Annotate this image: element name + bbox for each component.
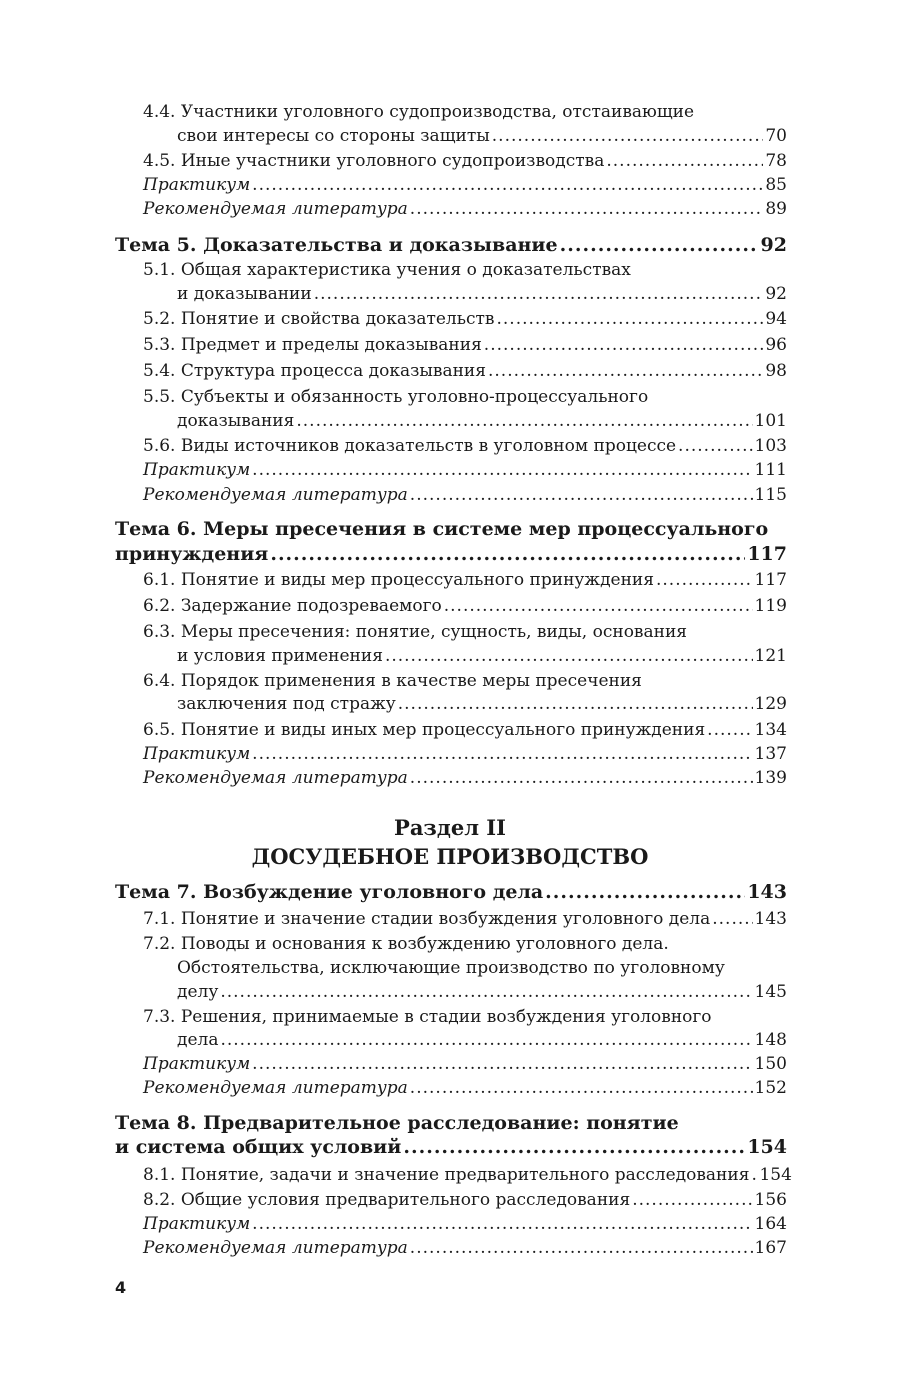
toc-entry-title: Рекомендуемая литература: [143, 199, 408, 219]
toc-entry: [115, 542, 787, 566]
toc-entry-title: Тема 5. Доказательства и доказывание: [115, 234, 558, 256]
toc-entry-line: [143, 932, 787, 956]
toc-entry-title: и доказывании: [177, 284, 312, 304]
toc-entry: [143, 197, 787, 221]
toc-entry-page: 89: [765, 199, 787, 219]
toc-entry-page: 154: [759, 1165, 792, 1185]
toc-entry: [143, 1052, 787, 1076]
dot-leader: [252, 1212, 752, 1236]
toc-entry-title: Практикум: [143, 744, 251, 764]
toc-entry-title: свои интересы со стороны защиты: [177, 126, 490, 146]
dot-leader: [656, 568, 753, 592]
toc-entry-line: [143, 100, 787, 124]
toc-entry-page: 139: [754, 768, 787, 788]
dot-leader: [496, 307, 763, 331]
toc-entry: [177, 409, 787, 433]
toc-entry-title: и условия применения: [177, 646, 383, 666]
toc-entry-page: 85: [765, 175, 787, 195]
toc-entry: [143, 149, 787, 173]
toc-entry-title: Тема 7. Возбуждение уголовного дела: [115, 881, 544, 903]
toc-entry-page: 78: [765, 151, 787, 171]
dot-leader: [410, 766, 753, 790]
toc-entry-title: 7.2. Поводы и основания к возбуждению уголовного дела.: [143, 934, 669, 954]
toc-entry-page: 143: [747, 881, 787, 903]
section-heading-title: ДОСУДЕБНОЕ ПРОИЗВОДСТВО: [251, 844, 649, 869]
toc-entry: [143, 1188, 787, 1212]
toc-entry-page: 134: [754, 720, 787, 740]
toc-entry-page: 148: [754, 1030, 787, 1050]
toc-entry-line: [177, 956, 787, 980]
dot-leader: [385, 644, 753, 668]
toc-entry-title: 5.6. Виды источников доказательств в уголовном процессе: [143, 436, 677, 456]
toc-entry-title: Практикум: [143, 1214, 251, 1234]
toc-entry-title: Рекомендуемая литература: [143, 768, 408, 788]
toc-entry: [143, 173, 787, 197]
dot-leader: [712, 907, 752, 931]
toc-entry: [143, 766, 787, 790]
toc-entry: [177, 980, 787, 1004]
toc-entry-title: делу: [177, 982, 219, 1002]
toc-entry-line: [115, 1111, 787, 1135]
toc-entry-title: Обстоятельства, исключающие производство по уголовному: [177, 958, 725, 978]
toc-entry-title: 8.1. Понятие, задачи и значение предварительного расследования: [143, 1165, 750, 1185]
dot-leader: [678, 434, 753, 458]
dot-leader: [220, 980, 752, 1004]
toc-entry-title: Практикум: [143, 1054, 251, 1074]
toc-entry-title: Рекомендуемая литература: [143, 1238, 408, 1258]
toc-entry-page: 101: [754, 411, 787, 431]
toc-entry-title: 5.1. Общая характеристика учения о доказательствах: [143, 260, 631, 280]
dot-leader: [560, 233, 759, 257]
dot-leader: [444, 594, 753, 618]
toc-entry: [143, 1212, 787, 1236]
toc-entry-title: 8.2. Общие условия предварительного расследования: [143, 1190, 631, 1210]
toc-entry-page: 152: [754, 1078, 787, 1098]
toc-entry-page: 137: [754, 744, 787, 764]
toc-entry-page: 98: [765, 361, 787, 381]
toc-entry: [177, 644, 787, 668]
dot-leader: [270, 542, 745, 566]
toc-entry-page: 111: [754, 460, 787, 480]
toc-entry-page: 70: [765, 126, 787, 146]
toc-entry-page: 119: [754, 596, 787, 616]
dot-leader: [492, 124, 764, 148]
dot-leader: [545, 880, 745, 904]
dot-leader: [410, 483, 753, 507]
dot-leader: [410, 197, 764, 221]
toc-entry-page: 167: [754, 1238, 787, 1258]
dot-leader: [707, 718, 752, 742]
toc-entry-title: 5.4. Структура процесса доказывания: [143, 361, 486, 381]
toc-entry: [143, 359, 787, 383]
toc-entry-title: Практикум: [143, 175, 251, 195]
toc-entry: [143, 594, 787, 618]
toc-entry-line: [143, 620, 787, 644]
toc-entry-page: 164: [754, 1214, 787, 1234]
toc-entry-title: Рекомендуемая литература: [143, 1078, 408, 1098]
toc-entry-title: 5.3. Предмет и пределы доказывания: [143, 335, 482, 355]
toc-entry: [143, 568, 787, 592]
toc-entry-title: доказывания: [177, 411, 295, 431]
dot-leader: [220, 1028, 752, 1052]
toc-entry-title: 4.4. Участники уголовного судопроизводства, отстаивающие: [143, 102, 695, 122]
toc-entry-page: 143: [754, 909, 787, 929]
toc-entry-title: 6.2. Задержание подозреваемого: [143, 596, 442, 616]
toc-entry: [115, 880, 787, 904]
dot-leader: [296, 409, 752, 433]
toc-entry-title: Тема 8. Предварительное расследование: понятие: [115, 1112, 679, 1134]
toc-entry-line: [143, 258, 787, 282]
toc-entry-page: 145: [754, 982, 787, 1002]
dot-leader: [314, 282, 764, 306]
toc-entry: [143, 718, 787, 742]
toc-entry-title: и система общих условий: [115, 1136, 402, 1158]
toc-entry: [177, 692, 787, 716]
toc-entry-page: 92: [760, 234, 787, 256]
toc-entry-title: 4.5. Иные участники уголовного судопроизводства: [143, 151, 605, 171]
toc-entry: [143, 742, 787, 766]
toc-entry: [177, 282, 787, 306]
dot-leader: [632, 1188, 752, 1212]
toc-entry-page: 96: [765, 335, 787, 355]
toc-entry: [143, 907, 787, 931]
toc-entry-line: [115, 517, 787, 541]
toc-entry-title: 5.2. Понятие и свойства доказательств: [143, 309, 495, 329]
toc-entry-title: 7.3. Решения, принимаемые в стадии возбуждения уголовного: [143, 1007, 712, 1027]
toc-entry-title: 6.3. Меры пресечения: понятие, сущность, виды, основания: [143, 622, 688, 642]
toc-entry-page: 121: [754, 646, 787, 666]
toc-entry: [143, 1236, 787, 1260]
dot-leader: [484, 333, 764, 357]
toc-entry-page: 129: [754, 694, 787, 714]
toc-entry-title: 6.4. Порядок применения в качестве меры пресечения: [143, 671, 642, 691]
toc-entry: [177, 1028, 787, 1052]
toc-entry: [115, 1135, 787, 1159]
toc-entry-title: заключения под стражу: [177, 694, 396, 714]
toc-entry: [143, 1076, 787, 1100]
toc-entry-line: [143, 669, 787, 693]
dot-leader: [488, 359, 763, 383]
toc-entry-page: 103: [754, 436, 787, 456]
toc-entry-title: 6.5. Понятие и виды иных мер процессуального принуждения: [143, 720, 706, 740]
section-heading-number: Раздел II: [394, 815, 506, 840]
toc-entry: [143, 1163, 792, 1187]
dot-leader: [606, 149, 763, 173]
toc-entry-line: [143, 1005, 787, 1029]
dot-leader: [403, 1135, 745, 1159]
toc-entry-title: Рекомендуемая литература: [143, 485, 408, 505]
toc-entry: [177, 124, 787, 148]
dot-leader: [252, 1052, 752, 1076]
dot-leader: [410, 1076, 753, 1100]
toc-entry-title: 7.1. Понятие и значение стадии возбуждения уголовного дела: [143, 909, 711, 929]
toc-entry-title: Практикум: [143, 460, 251, 480]
toc-entry-title: принуждения: [115, 543, 269, 565]
dot-leader: [398, 692, 753, 716]
toc-entry: [143, 307, 787, 331]
toc-entry-page: 94: [765, 309, 787, 329]
toc-entry-page: 117: [754, 570, 787, 590]
toc-entry-title: 6.1. Понятие и виды мер процессуального принуждения: [143, 570, 654, 590]
dot-leader: [252, 458, 752, 482]
dot-leader: [751, 1163, 757, 1187]
toc-entry-line: [143, 385, 787, 409]
toc-entry: [143, 333, 787, 357]
dot-leader: [410, 1236, 753, 1260]
page-number: 4: [115, 1278, 127, 1297]
toc-entry-page: 92: [765, 284, 787, 304]
toc-entry: [143, 483, 787, 507]
toc-entry: [115, 233, 787, 257]
toc-entry-page: 117: [747, 543, 787, 565]
toc-entry-title: дела: [177, 1030, 219, 1050]
toc-entry-title: Тема 6. Меры пресечения в системе мер процессуального: [115, 518, 769, 540]
toc-entry-page: 154: [747, 1136, 787, 1158]
dot-leader: [252, 742, 752, 766]
toc-entry-page: 156: [754, 1190, 787, 1210]
toc-entry: [143, 434, 787, 458]
toc-entry-page: 150: [754, 1054, 787, 1074]
toc-entry-page: 115: [754, 485, 787, 505]
dot-leader: [252, 173, 763, 197]
toc-entry-title: 5.5. Субъекты и обязанность уголовно-процессуального: [143, 387, 649, 407]
toc-entry: [143, 458, 787, 482]
